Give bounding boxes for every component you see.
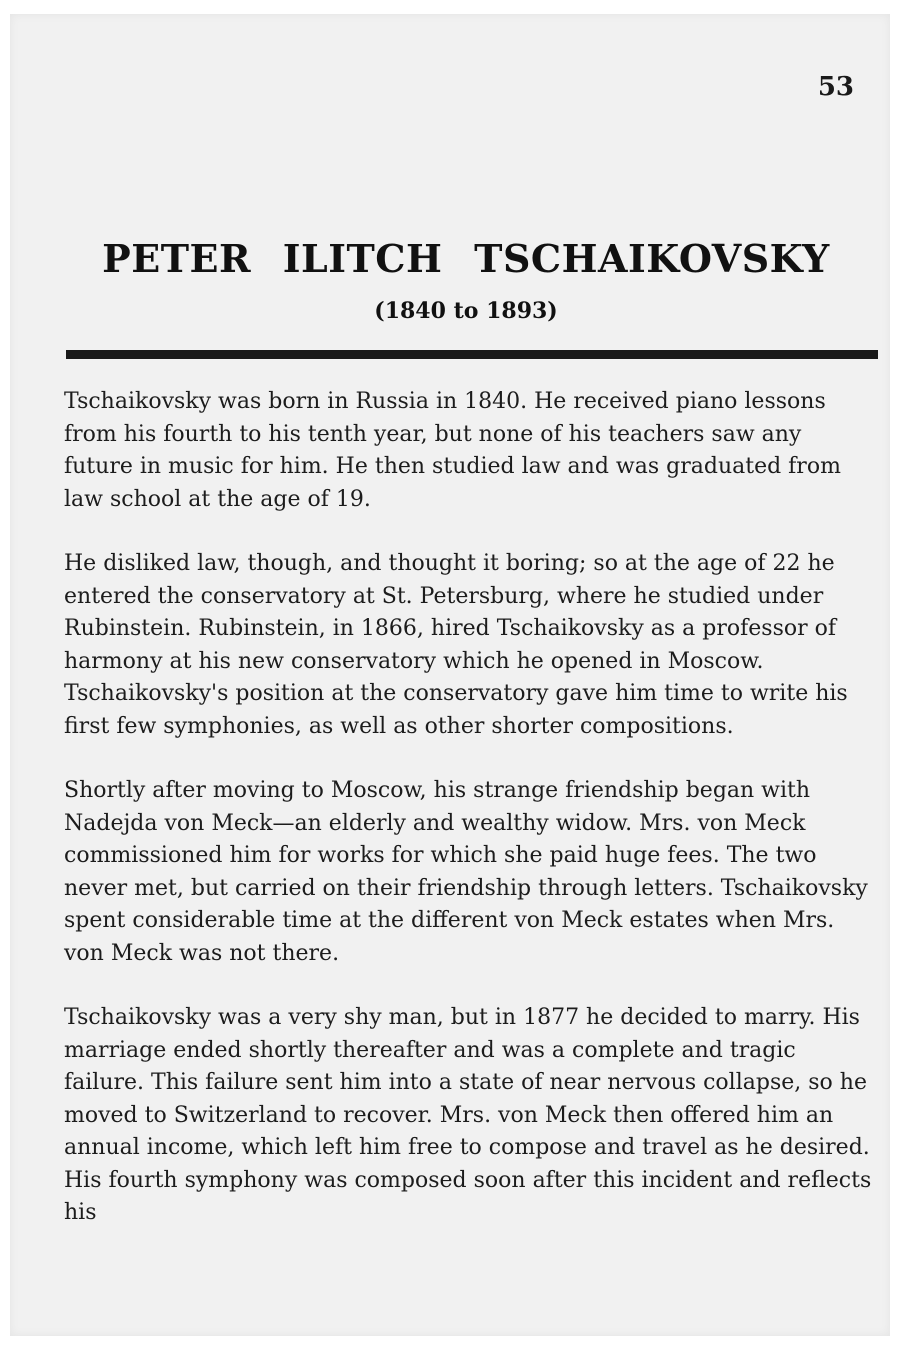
paragraph: Tschaikovsky was born in Russia in 1840. He received piano lessons from his fourth to his tenth year, but none of his teachers saw any future in music for him. He then studied law and was graduated from law school at the age of 19. bbox=[64, 389, 841, 512]
page-number: 53 bbox=[817, 72, 854, 102]
book-page bbox=[10, 14, 890, 1336]
paragraph: He disliked law, though, and thought it boring; so at the age of 22 he entered the conservatory at St. Petersburg, where he studied under Rubinstein. Rubinstein, in 1866, hired Tschaikovsky as a professor of harmony at his new conservatory which he opened in Moscow. Tschaikovsky's position at the conservatory gave him time to write his first few symphonies, as well as other shorter compositions. bbox=[64, 551, 848, 739]
paragraph: Shortly after moving to Moscow, his strange friendship began with Nadejda von Meck—an elderly and wealthy widow. Mrs. von Meck commissioned him for works for which she paid huge fees. The two never met, but carried on their friendship through letters. Tschaikovsky spent considerable time at the different von Meck estates when Mrs. von Meck was not there. bbox=[64, 778, 868, 966]
chapter-title: PETER ILITCH TSCHAIKOVSKY bbox=[102, 236, 830, 281]
body-text bbox=[64, 386, 876, 1230]
chapter-dates: (1840 to 1893) bbox=[374, 298, 558, 324]
paragraph: Tschaikovsky was a very shy man, but in 1877 he decided to marry. His marriage ended shortly thereafter and was a complete and tragic failure. This failure sent him into a state of near nervous collapse, so he moved to Switzerland to recover. Mrs. von Meck then offered him an annual income, which left him free to compose and travel as he desired. His fourth symphony was composed soon after this incident and reflects his bbox=[64, 1005, 872, 1225]
title-rule bbox=[66, 350, 878, 359]
